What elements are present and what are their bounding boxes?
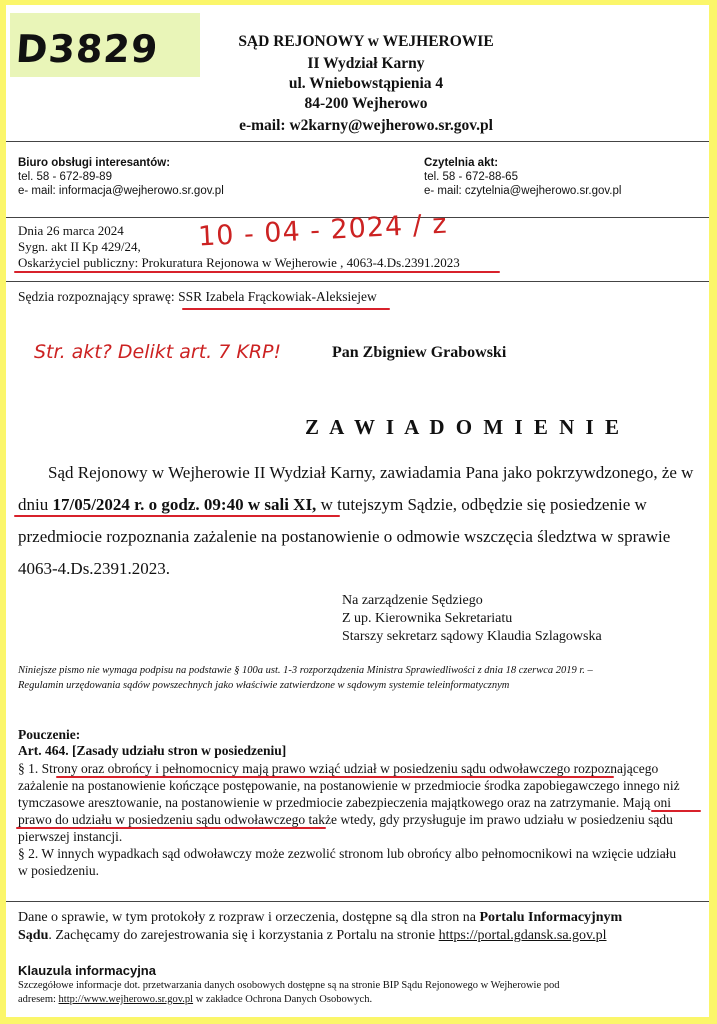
body-text: w tutejszym Sądzie, odbędzie się posiedzenie w — [316, 495, 647, 514]
case-signature: Sygn. akt II Kp 429/24, — [18, 239, 141, 254]
contact-right-tel: tel. 58 - 672-88-65 — [424, 171, 518, 183]
contact-right-title: Czytelnia akt: — [424, 157, 499, 169]
clause-text-part: adresem: — [18, 994, 59, 1005]
section-1-line — [18, 811, 708, 828]
hearing-date: 17/05/2024 r. o godz. 09:40 w sali XI, — [52, 495, 317, 514]
red-underline — [16, 827, 326, 829]
article-heading: Art. 464. [Zasady udziału stron w posiedzeniu] — [18, 743, 287, 758]
judge-label: Sędzia rozpoznający sprawę: — [18, 289, 179, 304]
court-city: 84-200 Wejherowo — [304, 95, 428, 112]
signature-notice — [18, 663, 708, 693]
body-line-4: 4063-4.Ds.2391.2023. — [18, 559, 171, 578]
handwritten-date: 10 - 04 - 2024 / z — [197, 208, 449, 253]
portal-line — [18, 909, 708, 927]
red-underline — [651, 810, 701, 812]
divider — [6, 141, 709, 142]
underlined-text: prawo do udziału w posiedzeniu sądu odwoławczego — [18, 812, 306, 827]
portal-name: Portalu Informacyjnym — [479, 910, 623, 925]
signature-line-3: Starszy sekretarz sądowy Klaudia Szlagowska — [342, 629, 602, 644]
red-underline — [56, 776, 614, 778]
court-division: II Wydział Karny — [307, 55, 425, 72]
handwritten-note: Str. akt? Delikt art. 7 KRP! — [34, 341, 282, 363]
letter-date: Dnia 26 marca 2024 — [18, 223, 124, 238]
court-street: ul. Wniebowstąpienia 4 — [288, 75, 444, 92]
red-underline — [14, 515, 340, 517]
document-page — [6, 5, 709, 1017]
judge-line — [18, 289, 377, 305]
section-text: rozpoznającego — [570, 761, 659, 776]
portal-name: Sądu — [18, 928, 49, 943]
document-title: Z A W I A D O M I E N I E — [305, 415, 622, 439]
public-prosecutor: Oskarżyciel publiczny: Prokuratura Rejonowa w Wejherowie , 4063-4.Ds.2391.2023 — [18, 255, 460, 270]
section-1-line: zażalenie na postanowienie kończące postępowanie, na postanowienie w przedmiocie środka zapobiegawczego innego niż — [18, 778, 680, 793]
clause-line: Szczegółowe informacje dot. przetwarzania danych osobowych dostępne są na stronie BIP Sądu Rejonowego w Wejherowie pod — [18, 980, 560, 991]
addressee: Pan Zbigniew Grabowski — [332, 344, 507, 361]
portal-info — [18, 909, 708, 945]
body-line-1: Sąd Rejonowy w Wejherowie II Wydział Karny, zawiadamia Pana jako pokrzywdzonego, że w — [48, 463, 694, 482]
section-2-line: § 2. W innych wypadkach sąd odwoławczy może zezwolić stronom lub obrońcy albo pełnomocnikowi na wzięcie udziału — [18, 846, 677, 861]
portal-link[interactable]: https://portal.gdansk.sa.gov.pl — [438, 928, 607, 943]
notice-line: Regulamin urzędowania sądów powszechnych jako właściwie zatwierdzone w sądowym systemie teleinformatycznym — [18, 680, 510, 691]
clause-text-part: w zakładce Ochrona Danych Osobowych. — [193, 994, 373, 1005]
instruction-heading: Pouczenie: — [18, 727, 81, 742]
signature-line-1: Na zarządzenie Sędziego — [342, 593, 483, 608]
divider — [6, 901, 709, 902]
divider — [6, 281, 709, 282]
signature-line-2: Z up. Kierownika Sekretariatu — [342, 611, 513, 626]
section-text: tymczasowe aresztowanie, na postanowienie w przedmiocie zabezpieczenia majątkowego oraz na zatrzymanie. — [18, 795, 623, 810]
contact-right-email[interactable]: e- mail: czytelnia@wejherowo.sr.gov.pl — [424, 185, 622, 197]
clause-text — [18, 979, 708, 1007]
notice-line: Niniejsze pismo nie wymaga podpisu na podstawie § 100a ust. 1-3 rozporządzenia Ministra Sprawiedliwości z dnia 18 czerwca 2019 r. – — [18, 665, 593, 676]
section-1-line: pierwszej instancji. — [18, 829, 123, 844]
red-underline — [182, 308, 390, 310]
section-mark: § 1. — [18, 761, 42, 776]
contact-left-tel: tel. 58 - 672-89-89 — [18, 171, 112, 183]
clause-title: Klauzula informacyjna — [18, 963, 156, 978]
portal-text: . Zachęcamy do zarejestrowania się i korzystania z Portalu na stronie — [48, 928, 439, 943]
portal-line — [18, 927, 708, 945]
red-underline — [14, 271, 500, 273]
underlined-text: Mają oni — [622, 795, 671, 810]
judge-name: SSR Izabela Frąckowiak-Aleksiejew — [178, 289, 377, 304]
court-name: SĄD REJONOWY w WEJHEROWIE — [238, 33, 494, 50]
bip-link[interactable]: http://www.wejherowo.sr.gov.pl — [58, 994, 194, 1005]
body-text: dniu — [18, 495, 53, 514]
stamp-number: D3829 — [14, 27, 160, 71]
body-line-3: przedmiocie rozpoznania zażalenie na postanowienie o odmowie wszczęcia śledztwa w sprawie — [18, 527, 671, 546]
underlined-text: Strony oraz obrońcy i pełnomocnicy mają prawo wziąć udział w posiedzeniu sądu odwoławczego — [41, 761, 571, 776]
clause-line — [18, 993, 708, 1007]
contact-left-email[interactable]: e- mail: informacja@wejherowo.sr.gov.pl — [18, 185, 224, 197]
court-email[interactable]: e-mail: w2karny@wejherowo.sr.gov.pl — [239, 117, 493, 134]
section-1-line — [18, 794, 708, 811]
contact-left-title: Biuro obsługi interesantów: — [18, 157, 171, 169]
section-2-line: w posiedzeniu. — [18, 863, 99, 878]
section-1-line — [18, 760, 708, 777]
portal-text: Dane o sprawie, w tym protokoły z rozpraw i orzeczenia, dostępne są dla stron na — [18, 910, 480, 925]
section-text: także wtedy, gdy przysługuje im prawo udziału w posiedzeniu sądu — [305, 812, 673, 827]
